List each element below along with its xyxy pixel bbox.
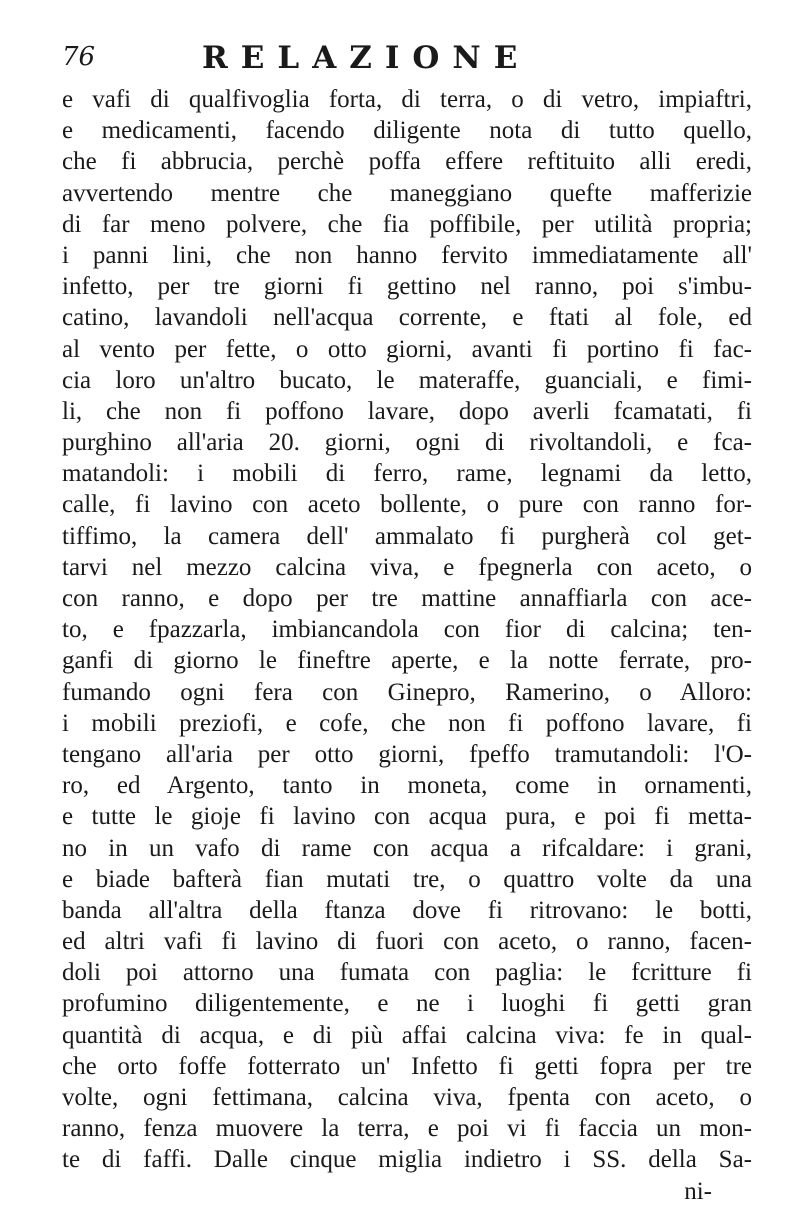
text-line: i mobili preziofi, e cofe, che non fi poffono lavare, fi	[62, 709, 752, 737]
text-line: profumino diligentemente, e ne i luoghi fi getti gran	[62, 990, 752, 1018]
text-line: no in un vafo di rame con acqua a rifcaldare: i grani,	[62, 834, 752, 862]
text-line: quantità di acqua, e di più affai calcina viva: fe in qual-	[62, 1021, 752, 1049]
text-line: ganfi di giorno le fineftre aperte, e la notte ferrate, pro-	[62, 647, 752, 675]
text-line: matandoli: i mobili di ferro, rame, legnami da letto,	[62, 460, 752, 488]
text-line: di far meno polvere, che fia poffibile, per utilità propria;	[62, 210, 752, 238]
text-line: to, e fpazzarla, imbiancandola con fior di calcina; ten-	[62, 616, 752, 644]
text-line: tarvi nel mezzo calcina viva, e fpegnerla con aceto, o	[62, 553, 752, 581]
text-line: al vento per fette, o otto giorni, avanti fi portino fi fac-	[62, 335, 752, 363]
body-text	[62, 84, 752, 1176]
text-line: che orto foffe fotterrato un' Infetto fi getti fopra per tre	[62, 1052, 752, 1080]
text-line: volte, ogni fettimana, calcina viva, fpenta con aceto, o	[62, 1084, 752, 1111]
text-line: i panni lini, che non hanno fervito immediatamente all'	[62, 241, 752, 269]
text-line: e medicamenti, facendo diligente nota di tutto quello,	[62, 117, 752, 145]
running-title: RELAZIONE	[202, 40, 531, 76]
text-line: banda all'altra della ftanza dove fi ritrovano: le botti,	[62, 896, 752, 924]
text-line: tengano all'aria per otto giorni, fpeffo tramutandoli: l'O-	[62, 740, 752, 768]
text-line: e vafi di qualfivoglia forta, di terra, o di vetro, impiaftri,	[62, 86, 752, 113]
book-page	[62, 40, 752, 1207]
text-line: cia loro un'altro bucato, le materaffe, guanciali, e fimi-	[62, 366, 752, 394]
text-line: infetto, per tre giorni fi gettino nel ranno, poi s'imbu-	[62, 273, 752, 301]
running-head	[62, 40, 752, 80]
text-line: catino, lavandoli nell'acqua corrente, e ftati al fole, ed	[62, 304, 752, 332]
text-line: purghino all'aria 20. giorni, ogni di rivoltandoli, e fca-	[62, 429, 752, 457]
text-line: fumando ogni fera con Ginepro, Ramerino, o Alloro:	[62, 678, 752, 706]
text-line: calle, fi lavino con aceto bollente, o pure con ranno for-	[62, 491, 752, 519]
text-line: ranno, fenza muovere la terra, e poi vi fi faccia un mon-	[62, 1115, 752, 1143]
text-line: che fi abbrucia, perchè poffa effere reftituito alli eredi,	[62, 148, 752, 176]
text-line: e biade bafterà fian mutati tre, o quattro volte da una	[62, 865, 752, 893]
text-line: ed altri vafi fi lavino di fuori con aceto, o ranno, facen-	[62, 928, 752, 956]
text-line: avvertendo mentre che maneggiano quefte mafferizie	[62, 179, 752, 207]
text-line: te di faffi. Dalle cinque miglia indietro i SS. della Sa-	[62, 1146, 752, 1174]
text-line: doli poi attorno una fumata con paglia: le fcritture fi	[62, 959, 752, 987]
text-line: e tutte le gioje fi lavino con acqua pura, e poi fi metta-	[62, 803, 752, 831]
text-line: li, che non fi poffono lavare, dopo averli fcamatati, fi	[62, 397, 752, 425]
text-line: ro, ed Argento, tanto in moneta, come in ornamenti,	[62, 772, 752, 800]
page-number: 76	[62, 42, 96, 72]
catchword: ni-	[684, 1177, 712, 1205]
text-line: tiffimo, la camera dell' ammalato fi purgherà col get-	[62, 522, 752, 550]
text-line: con ranno, e dopo per tre mattine annaffiarla con ace-	[62, 585, 752, 612]
